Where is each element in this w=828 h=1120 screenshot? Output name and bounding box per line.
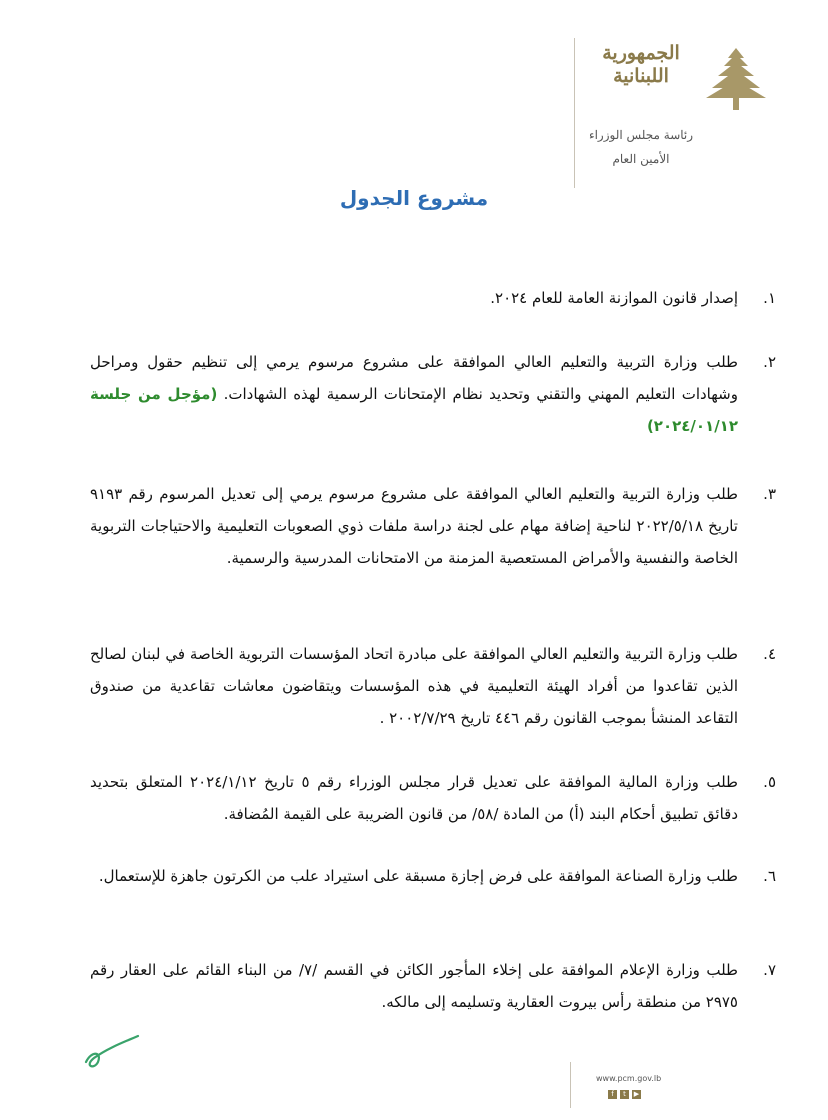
item-number: ٥. bbox=[763, 773, 776, 791]
agenda-item-4 bbox=[90, 638, 776, 734]
item-text-wrapper bbox=[90, 346, 738, 442]
item-text: طلب وزارة التربية والتعليم العالي الموافقة على مبادرة اتحاد المؤسسات التربوية الخاصة في لبنان لصالح الذين تقاعدوا من أفراد الهيئة التعليمية في هذه المؤسسات ويتقاضون معاشات تقاعدية من صندوق التقاعد المنشأ بموجب القانون رقم ٤٤٦ تاريخ ٢٠٠٢/٧/٢٩ . bbox=[90, 645, 738, 727]
secretary-general-label: الأمين العام bbox=[612, 152, 670, 166]
postponed-note: (مؤجل من جلسة ٢٠٢٤/٠١/١٢) bbox=[90, 385, 738, 435]
youtube-icon: ▶ bbox=[633, 1090, 640, 1098]
item-number: ٢. bbox=[763, 353, 776, 371]
agenda-item-6 bbox=[90, 860, 776, 892]
facebook-icon: f bbox=[608, 1090, 617, 1099]
agenda-item-3 bbox=[90, 478, 776, 574]
agenda-item-7 bbox=[90, 954, 776, 1018]
item-text: طلب وزارة التربية والتعليم العالي الموافقة على مشروع مرسوم يرمي إلى تعديل المرسوم رقم ٩١٩٣ تاريخ ٢٠٢٢/٥/١٨ لناحية إضافة مهام على لجنة دراسة ملفات ذوي الصعوبات التعليمية والاحتياجات التربوية الخاصة والنفسية والأمراض المستعصية المزمنة من الامتحانات المدرسية والرسمية. bbox=[90, 485, 738, 567]
agenda-item-1 bbox=[90, 282, 776, 314]
presidency-name: رئاسة مجلس الوزراء bbox=[588, 128, 694, 142]
item-number: ٧. bbox=[763, 961, 776, 979]
twitter-icon: t bbox=[620, 1090, 629, 1099]
letterhead-divider bbox=[574, 38, 575, 188]
page-title: مشروع الجدول bbox=[339, 186, 489, 210]
social-icons bbox=[608, 1090, 641, 1099]
item-number: ٤. bbox=[763, 645, 776, 663]
item-number: ٣. bbox=[763, 485, 776, 503]
handwritten-signature-icon bbox=[80, 1032, 146, 1072]
republic-name: الجمهورية اللبنانية bbox=[602, 42, 680, 87]
item-text: طلب وزارة المالية الموافقة على تعديل قرار مجلس الوزراء رقم ٥ تاريخ ٢٠٢٤/١/١٢ المتعلق بتحديد دقائق تطبيق أحكام البند (أ) من المادة /٥٨/ من قانون الضريبة على القيمة المُضافة. bbox=[90, 773, 738, 823]
item-text: طلب وزارة التربية والتعليم العالي الموافقة على مشروع مرسوم يرمي إلى تنظيم حقول ومراحل وشهادات التعليم المهني والتقني وتحديد نظام الإمتحانات الرسمية لهذه الشهادات. bbox=[90, 353, 738, 403]
item-number: ١. bbox=[763, 289, 776, 307]
item-text: طلب وزارة الإعلام الموافقة على إخلاء المأجور الكائن في القسم /٧/ من البناء القائم على العقار رقم ٢٩٧٥ من منطقة رأس بيروت العقارية وتسليمه إلى مالكه. bbox=[90, 961, 738, 1011]
footer-website: www.pcm.gov.lb bbox=[596, 1074, 662, 1083]
agenda-item-2 bbox=[90, 346, 776, 442]
cedar-logo-icon bbox=[700, 44, 772, 116]
agenda-item-5 bbox=[90, 766, 776, 830]
item-number: ٦. bbox=[763, 867, 776, 885]
item-text: إصدار قانون الموازنة العامة للعام ٢٠٢٤. bbox=[490, 289, 738, 307]
footer-divider bbox=[570, 1062, 571, 1108]
item-text: طلب وزارة الصناعة الموافقة على فرض إجازة مسبقة على استيراد علب من الكرتون جاهزة للإستعمال. bbox=[98, 867, 738, 885]
